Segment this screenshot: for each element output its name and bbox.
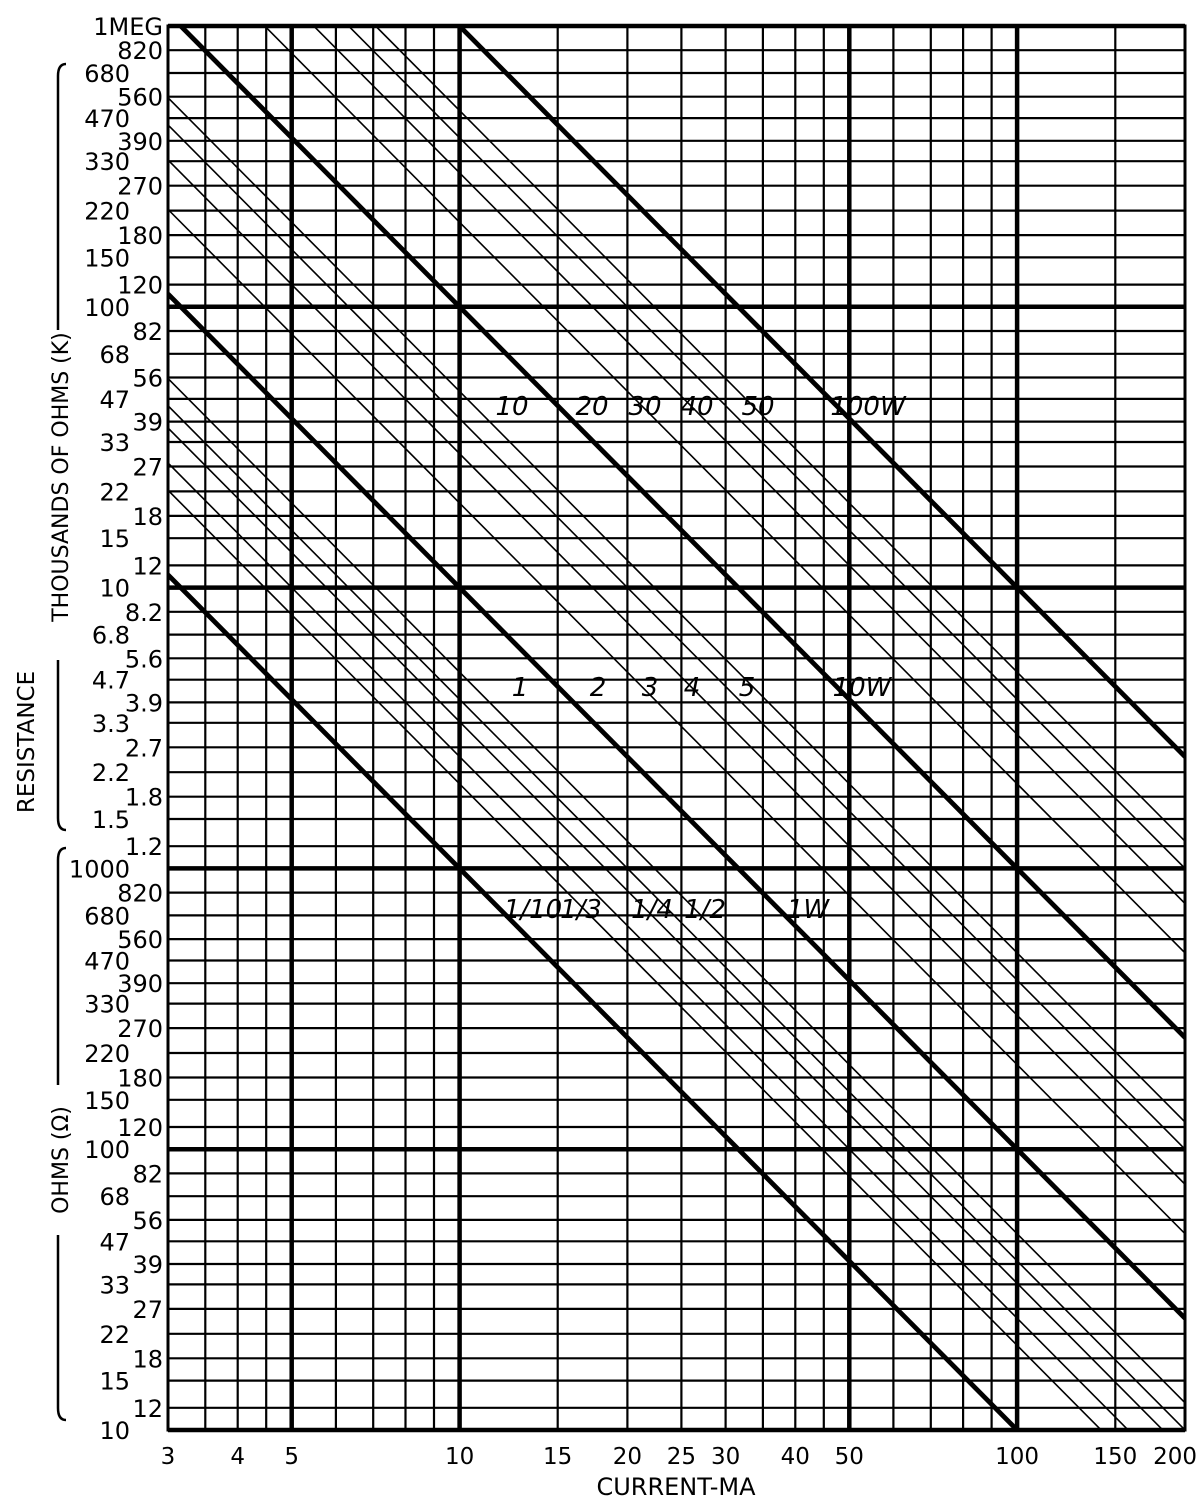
x-tick-label: 40 (780, 1444, 810, 1470)
y-tick-label: 1.8 (124, 783, 163, 812)
y-tick-label: 27 (132, 1295, 163, 1324)
y-tick-label: 12 (132, 552, 163, 581)
y-tick-label: 47 (99, 385, 130, 414)
y-tick-label: 22 (99, 1320, 130, 1349)
y-tick-label: 3.3 (91, 709, 130, 738)
y-tick-label: 1000 (68, 855, 130, 884)
power-label: 1/3 (560, 894, 602, 925)
y-tick-label: 15 (99, 1367, 130, 1396)
y-tick-label: 68 (99, 1183, 130, 1212)
y-tick-label: 4.7 (91, 666, 130, 695)
y-tick-label: 1.2 (124, 833, 163, 862)
y-tick-label: 330 (84, 148, 130, 177)
y-tick-label: 270 (117, 1015, 163, 1044)
x-tick-label: 150 (1093, 1444, 1138, 1470)
y-range-title-ohms: OHMS (Ω) (49, 1106, 74, 1214)
y-tick-label: 680 (84, 60, 130, 88)
y-tick-label: 150 (84, 1086, 130, 1115)
power-label: 1/4 (631, 894, 673, 925)
y-tick-label: 120 (117, 1114, 163, 1142)
y-axis-title: RESISTANCE (14, 670, 40, 814)
y-tick-label: 3.9 (124, 689, 163, 718)
y-tick-label: 560 (117, 926, 163, 955)
x-axis-title: CURRENT-MA (596, 1473, 756, 1501)
y-tick-label: 180 (117, 222, 163, 251)
x-tick-label: 50 (834, 1444, 864, 1470)
x-tick-label: 3 (160, 1444, 176, 1470)
y-tick-label: 82 (132, 1160, 163, 1189)
y-tick-label: 5.6 (124, 645, 163, 674)
power-label: 100W (830, 392, 906, 423)
power-label: 50 (741, 392, 775, 423)
y-tick-label: 39 (132, 408, 163, 437)
y-tick-label: 390 (117, 970, 163, 999)
x-tick-label: 10 (444, 1444, 475, 1470)
y-tick-label: 100 (84, 1136, 130, 1165)
power-label: 40 (680, 392, 714, 423)
y-tick-label: 820 (117, 37, 163, 66)
power-label: 2 (589, 673, 607, 703)
y-tick-label: 47 (99, 1228, 130, 1257)
x-tick-label: 100 (995, 1444, 1040, 1470)
y-tick-label: 220 (84, 1040, 130, 1068)
y-tick-label: 270 (117, 172, 163, 201)
power-label: 30 (628, 392, 662, 423)
y-tick-label: 10 (99, 1417, 130, 1445)
y-tick-label: 82 (132, 318, 163, 346)
power-label: 1/2 (684, 894, 726, 925)
power-label: 4 (683, 673, 701, 703)
y-tick-label: 39 (132, 1251, 163, 1279)
y-tick-label: 15 (99, 525, 130, 554)
y-tick-label: 2.2 (91, 759, 130, 788)
power-label: 3 (641, 673, 659, 703)
x-tick-label: 25 (666, 1444, 697, 1470)
y-tick-label: 33 (99, 1271, 130, 1300)
y-tick-label: 12 (132, 1394, 163, 1423)
y-tick-label: 330 (84, 990, 130, 1019)
y-tick-label: 2.7 (124, 734, 163, 763)
y-tick-label: 1MEG (93, 13, 163, 41)
y-tick-label: 220 (84, 197, 130, 226)
y-tick-label: 68 (99, 340, 130, 369)
y-tick-label: 100 (84, 293, 130, 322)
power-label: 5 (738, 673, 756, 703)
y-tick-label: 6.8 (91, 621, 130, 650)
y-tick-label: 10 (99, 574, 130, 603)
y-tick-label: 18 (132, 502, 163, 531)
y-range-title-thousands: THOUSANDS OF OHMS (K) (49, 332, 74, 622)
x-tick-label: 5 (284, 1444, 300, 1470)
power-label: 20 (575, 392, 609, 423)
power-label: 1/10 (503, 894, 563, 925)
y-tick-label: 150 (84, 244, 130, 273)
y-tick-label: 22 (99, 478, 130, 507)
y-tick-label: 18 (132, 1345, 163, 1374)
y-tick-label: 56 (132, 1206, 163, 1235)
x-tick-label: 200 (1153, 1444, 1197, 1470)
y-tick-label: 120 (117, 271, 163, 300)
x-tick-label: 30 (710, 1444, 741, 1470)
y-tick-label: 390 (117, 127, 163, 156)
power-label: 10 (495, 392, 529, 423)
power-label: 10W (832, 673, 892, 703)
y-tick-label: 180 (117, 1064, 163, 1093)
y-tick-label: 680 (84, 902, 130, 931)
y-tick-label: 470 (84, 105, 130, 134)
x-tick-label: 4 (230, 1444, 246, 1470)
power-label: 1 (511, 673, 529, 703)
y-tick-label: 820 (117, 879, 163, 908)
power-label: 1W (786, 894, 830, 925)
y-tick-label: 8.2 (124, 598, 163, 627)
y-tick-label: 33 (99, 429, 130, 457)
x-tick-label: 20 (612, 1444, 643, 1470)
y-tick-label: 560 (117, 83, 163, 112)
y-tick-label: 1.5 (91, 806, 130, 834)
y-tick-label: 56 (132, 364, 163, 393)
y-tick-label: 470 (84, 947, 130, 976)
x-tick-label: 15 (543, 1444, 573, 1470)
y-tick-label: 27 (132, 453, 163, 482)
